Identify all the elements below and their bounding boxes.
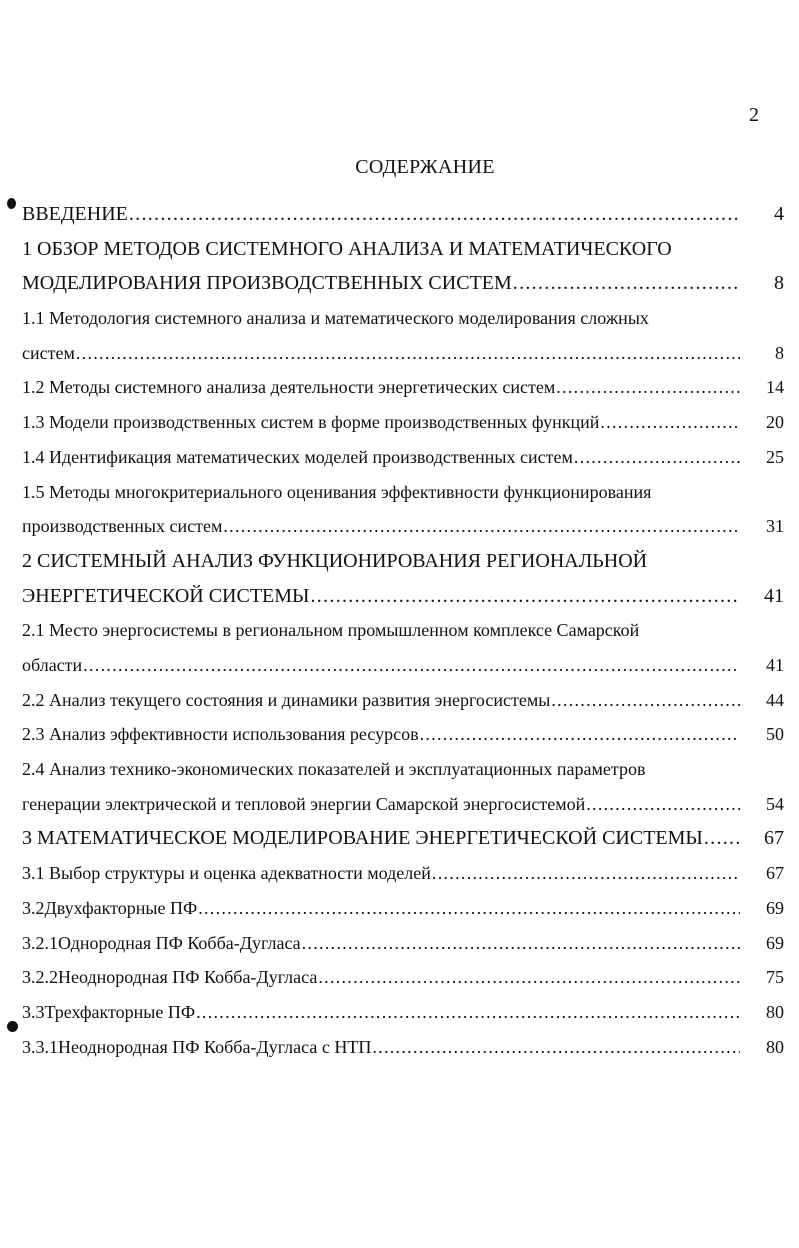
toc-entry-page: 67: [764, 827, 784, 850]
toc-entry-number: 3.3: [22, 1001, 45, 1022]
toc-entry-page: 80: [766, 1001, 784, 1022]
toc-entry-page: 67: [766, 863, 784, 884]
toc-entry-page: 8: [774, 272, 784, 295]
toc-heading: СОДЕРЖАНИЕ: [355, 156, 495, 178]
dot-leader: [513, 266, 740, 301]
toc-entry-title-line: 1.1 Методология системного анализа и математического моделирования сложных: [22, 308, 649, 329]
toc-entry-title-line: 1 ОБЗОР МЕТОДОВ СИСТЕМНОГО АНАЛИЗА И МАТЕМАТИЧЕСКОГО: [22, 237, 672, 260]
scan-mark: [7, 198, 16, 209]
toc-entry-3-3-1[interactable]: [22, 1030, 784, 1065]
toc-entry-number: 3.2: [22, 897, 45, 918]
toc-entry-number: 3.2.2: [22, 967, 58, 988]
toc-entry-page: 69: [766, 897, 784, 918]
scan-mark: [7, 1021, 18, 1032]
dot-leader: [704, 821, 740, 856]
toc-entry-title: МОДЕЛИРОВАНИЯ ПРОИЗВОДСТВЕННЫХ СИСТЕМ: [22, 272, 512, 295]
toc-entry-page: 14: [766, 377, 784, 398]
toc-entry-title: Неоднородная ПФ Кобба-Дугласа с НТП: [58, 1036, 372, 1057]
toc-entry-title-line: 2.1 Место энергосистемы в региональном промышленном комплексе Самарской: [22, 620, 640, 641]
toc-entry-2-1[interactable]: [22, 613, 784, 682]
toc-entry-1-3[interactable]: [22, 405, 784, 440]
toc-entry-page: 41: [766, 655, 784, 675]
toc-entry-1-5[interactable]: [22, 475, 784, 544]
toc-entry-1-4[interactable]: [22, 440, 784, 475]
dot-leader: [586, 787, 740, 822]
dot-leader: [318, 960, 740, 995]
dot-leader: [311, 579, 741, 614]
toc-entry-title: 3.1 Выбор структуры и оценка адекватности моделей: [22, 863, 431, 884]
toc-entry-1-1[interactable]: [22, 301, 784, 370]
toc-entry-page: 41: [764, 584, 784, 607]
toc-entry-chapter-2[interactable]: [22, 544, 784, 613]
dot-leader: [76, 336, 740, 371]
toc-entry-title: Однородная ПФ Кобба-Дугласа: [58, 932, 301, 953]
toc-entry-title: области: [22, 655, 83, 675]
dot-leader: [420, 717, 740, 752]
toc-entry-number: 3.3.1: [22, 1036, 58, 1057]
toc-entry-chapter-1[interactable]: [22, 232, 784, 301]
toc-entry-title: Двухфакторные ПФ: [44, 897, 198, 918]
toc-entry-page: 31: [766, 516, 784, 537]
toc-entry-page: 8: [775, 342, 784, 363]
toc-entry-page: 54: [766, 793, 784, 814]
toc-entry-3-3[interactable]: [22, 995, 784, 1030]
dot-leader: [372, 1030, 740, 1065]
toc-entry-2-3[interactable]: [22, 717, 784, 752]
toc-entry-page: 4: [774, 203, 784, 225]
toc-entry-number: 3.2.1: [22, 932, 58, 953]
toc-entry-title: 1.4 Идентификация математических моделей производственных систем: [22, 446, 573, 467]
toc-entry-1-2[interactable]: [22, 370, 784, 405]
dot-leader: [83, 648, 740, 683]
toc-entry-page: 44: [766, 689, 784, 710]
page-number: 2: [749, 104, 759, 126]
toc-entry-title: 3 МАТЕМАТИЧЕСКОЕ МОДЕЛИРОВАНИЕ ЭНЕРГЕТИЧЕСКОЙ СИСТЕМЫ: [22, 827, 703, 850]
toc-entry-page: 25: [766, 446, 784, 467]
toc-entry-title: 1.2 Методы системного анализа деятельности энергетических систем: [22, 377, 556, 398]
toc-entry-title: производственных систем: [22, 516, 223, 537]
dot-leader: [198, 891, 740, 926]
toc-entry-page: 20: [766, 412, 784, 433]
toc-entry-page: 75: [766, 967, 784, 988]
toc-entry-page: 69: [766, 932, 784, 953]
dot-leader: [556, 370, 740, 405]
toc-entry-2-4[interactable]: [22, 752, 784, 821]
toc-entry-3-2-2[interactable]: [22, 960, 784, 995]
dot-leader: [574, 440, 740, 475]
dot-leader: [551, 683, 740, 718]
table-of-contents: [22, 197, 784, 1064]
toc-entry-2-2[interactable]: [22, 683, 784, 718]
dot-leader: [223, 509, 740, 544]
dot-leader: [302, 926, 740, 961]
dot-leader: [196, 995, 740, 1030]
toc-entry-title: 2.2 Анализ текущего состояния и динамики развития энергосистемы: [22, 689, 551, 710]
dot-leader: [600, 405, 740, 440]
toc-entry-title: 1.3 Модели производственных систем в форме производственных функций: [22, 412, 600, 433]
toc-entry-title: ЭНЕРГЕТИЧЕСКОЙ СИСТЕМЫ: [22, 584, 310, 607]
toc-entry-title-line: 2 СИСТЕМНЫЙ АНАЛИЗ ФУНКЦИОНИРОВАНИЯ РЕГИОНАЛЬНОЙ: [22, 549, 648, 572]
toc-entry-chapter-3[interactable]: [22, 821, 784, 856]
toc-entry-title: систем: [22, 342, 75, 363]
toc-entry-title: генерации электрической и тепловой энергии Самарской энергосистемой: [22, 793, 586, 814]
toc-entry-page: 50: [766, 724, 784, 745]
toc-entry-3-2[interactable]: [22, 891, 784, 926]
toc-entry-title-line: 2.4 Анализ технико-экономических показателей и эксплуатационных параметров: [22, 759, 646, 780]
toc-entry-title-line: 1.5 Методы многокритериального оценивания эффективности функционирования: [22, 481, 652, 502]
toc-entry-3-2-1[interactable]: [22, 926, 784, 961]
toc-entry-page: 80: [766, 1036, 784, 1057]
toc-entry-title: Неоднородная ПФ Кобба-Дугласа: [58, 967, 318, 988]
toc-entry-title: Трехфакторные ПФ: [44, 1001, 196, 1022]
dot-leader: [432, 856, 740, 891]
toc-entry-3-1[interactable]: [22, 856, 784, 891]
toc-entry-title: ВВЕДЕНИЕ: [22, 203, 128, 225]
dot-leader: [129, 197, 740, 232]
toc-entry-title: 2.3 Анализ эффективности использования ресурсов: [22, 724, 419, 745]
toc-entry-introduction[interactable]: [22, 197, 784, 232]
